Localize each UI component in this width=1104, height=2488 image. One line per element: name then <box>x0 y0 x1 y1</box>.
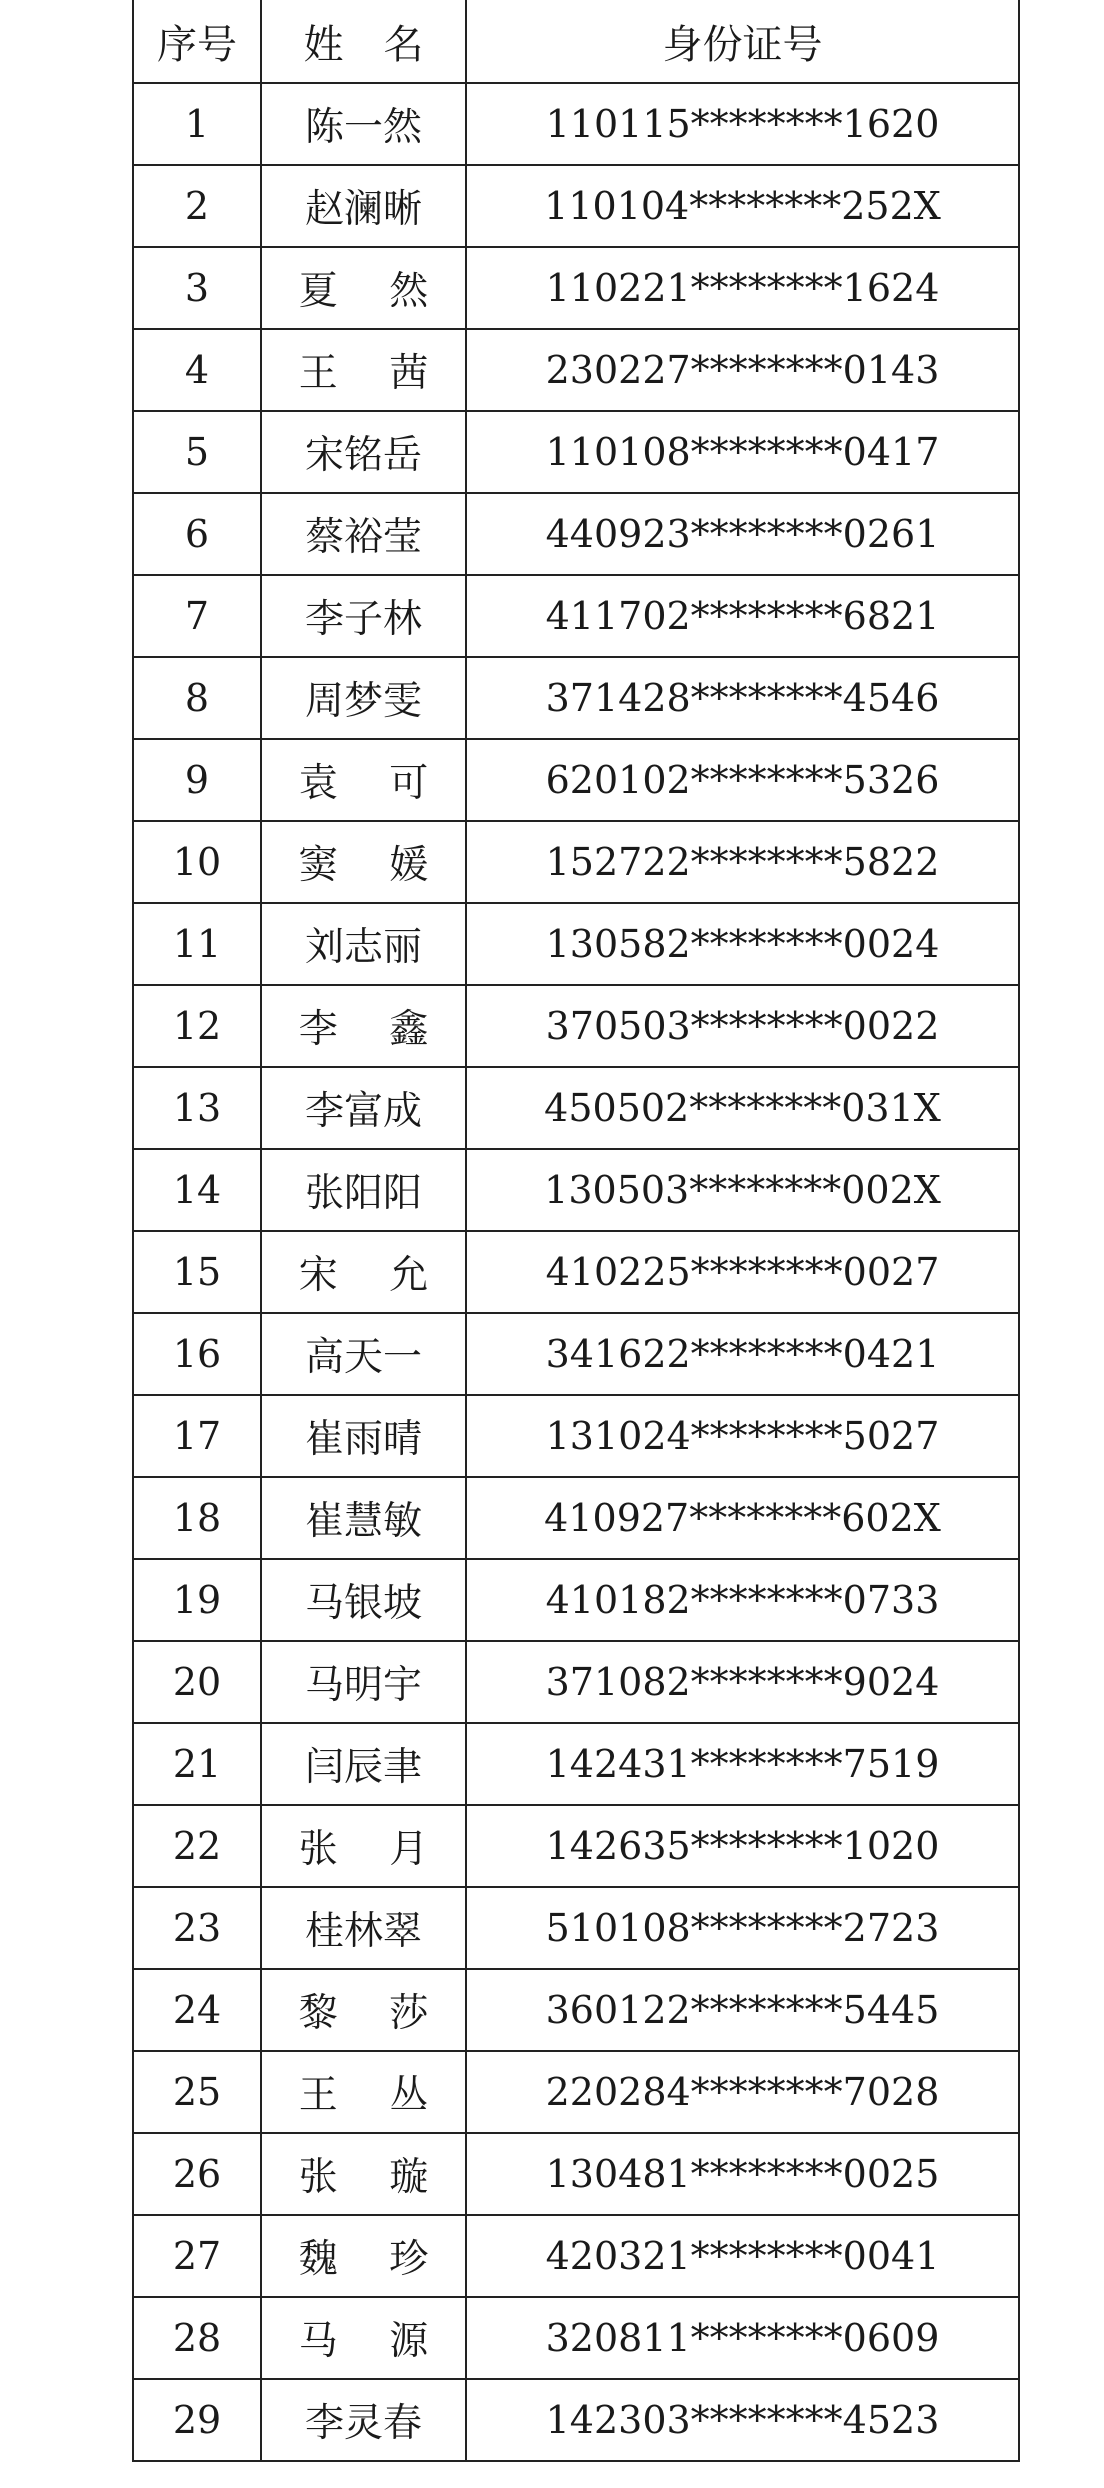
cell-name-container <box>261 1395 466 1477</box>
cell-serial-number: 18 <box>133 1477 261 1559</box>
cell-name: 宋铭岳 <box>304 433 422 478</box>
cell-name: 刘志丽 <box>304 925 422 970</box>
cell-serial-number: 26 <box>133 2133 261 2215</box>
table-row <box>133 2133 1019 2215</box>
table-row <box>133 247 1019 329</box>
cell-name: 袁 可 <box>298 761 429 806</box>
cell-id-number: 110115********1620 <box>466 83 1019 165</box>
table-header-row <box>133 0 1019 83</box>
cell-serial-number: 2 <box>133 165 261 247</box>
cell-name-container <box>261 1805 466 1887</box>
cell-serial-number: 3 <box>133 247 261 329</box>
cell-name: 夏 然 <box>298 269 429 314</box>
cell-serial-number: 29 <box>133 2379 261 2461</box>
table-row <box>133 2379 1019 2461</box>
cell-id-number: 131024********5027 <box>466 1395 1019 1477</box>
table-row <box>133 83 1019 165</box>
cell-name-container <box>261 83 466 165</box>
cell-name-container <box>261 2379 466 2461</box>
table-row <box>133 1723 1019 1805</box>
cell-id-number: 130582********0024 <box>466 903 1019 985</box>
table-row <box>133 1231 1019 1313</box>
cell-id-number: 371428********4546 <box>466 657 1019 739</box>
cell-id-number: 230227********0143 <box>466 329 1019 411</box>
table-row <box>133 739 1019 821</box>
cell-id-number: 410927********602X <box>466 1477 1019 1559</box>
table-row <box>133 985 1019 1067</box>
cell-name: 周梦雯 <box>304 679 422 724</box>
cell-id-number: 142303********4523 <box>466 2379 1019 2461</box>
cell-name-container <box>261 411 466 493</box>
cell-name-container <box>261 1149 466 1231</box>
cell-serial-number: 13 <box>133 1067 261 1149</box>
table-row <box>133 1313 1019 1395</box>
cell-id-number: 440923********0261 <box>466 493 1019 575</box>
cell-name: 李 鑫 <box>298 1007 429 1052</box>
cell-name-container <box>261 1559 466 1641</box>
cell-id-number: 420321********0041 <box>466 2215 1019 2297</box>
header-id-number: 身份证号 <box>466 0 1019 83</box>
cell-name-container <box>261 2133 466 2215</box>
table-row <box>133 821 1019 903</box>
cell-name: 李灵春 <box>304 2401 422 2446</box>
table-row <box>133 575 1019 657</box>
cell-name: 黎 莎 <box>298 1991 429 2036</box>
table-row <box>133 1641 1019 1723</box>
cell-name-container <box>261 165 466 247</box>
cell-id-number: 110221********1624 <box>466 247 1019 329</box>
cell-name-container <box>261 2215 466 2297</box>
cell-name-container <box>261 1887 466 1969</box>
header-name: 姓 名 <box>261 0 466 83</box>
table-row <box>133 493 1019 575</box>
cell-id-number: 110108********0417 <box>466 411 1019 493</box>
cell-serial-number: 22 <box>133 1805 261 1887</box>
cell-name: 窦 媛 <box>298 843 429 888</box>
cell-name: 张 璇 <box>298 2155 429 2200</box>
table-row <box>133 1969 1019 2051</box>
cell-id-number: 130481********0025 <box>466 2133 1019 2215</box>
cell-name-container <box>261 1969 466 2051</box>
cell-serial-number: 27 <box>133 2215 261 2297</box>
cell-id-number: 410182********0733 <box>466 1559 1019 1641</box>
cell-name-container <box>261 493 466 575</box>
cell-id-number: 370503********0022 <box>466 985 1019 1067</box>
table-row <box>133 1805 1019 1887</box>
cell-serial-number: 14 <box>133 1149 261 1231</box>
cell-name: 高天一 <box>304 1335 422 1380</box>
cell-name-container <box>261 1641 466 1723</box>
table-row <box>133 1395 1019 1477</box>
cell-id-number: 152722********5822 <box>466 821 1019 903</box>
cell-name: 闫辰聿 <box>304 1745 422 1790</box>
cell-name: 马明宇 <box>304 1663 422 1708</box>
cell-name-container <box>261 1723 466 1805</box>
cell-name: 张 月 <box>298 1827 429 1872</box>
cell-name: 王 茜 <box>298 351 429 396</box>
cell-id-number: 320811********0609 <box>466 2297 1019 2379</box>
cell-serial-number: 21 <box>133 1723 261 1805</box>
cell-serial-number: 12 <box>133 985 261 1067</box>
cell-name: 陈一然 <box>304 105 422 150</box>
cell-id-number: 450502********031X <box>466 1067 1019 1149</box>
cell-name: 张阳阳 <box>304 1171 422 1216</box>
cell-name: 桂林翠 <box>304 1909 422 1954</box>
cell-serial-number: 4 <box>133 329 261 411</box>
cell-serial-number: 11 <box>133 903 261 985</box>
cell-serial-number: 8 <box>133 657 261 739</box>
cell-name: 崔慧敏 <box>304 1499 422 1544</box>
table-row <box>133 2051 1019 2133</box>
cell-name: 马银坡 <box>304 1581 422 1626</box>
header-serial-number: 序号 <box>133 0 261 83</box>
cell-name: 王 丛 <box>298 2073 429 2118</box>
cell-name-container <box>261 985 466 1067</box>
cell-serial-number: 25 <box>133 2051 261 2133</box>
cell-name: 崔雨晴 <box>304 1417 422 1462</box>
table-row <box>133 2297 1019 2379</box>
cell-id-number: 620102********5326 <box>466 739 1019 821</box>
table-row <box>133 903 1019 985</box>
cell-serial-number: 6 <box>133 493 261 575</box>
cell-serial-number: 7 <box>133 575 261 657</box>
cell-name-container <box>261 657 466 739</box>
cell-name: 蔡裕莹 <box>304 515 422 560</box>
cell-name-container <box>261 1477 466 1559</box>
cell-serial-number: 19 <box>133 1559 261 1641</box>
cell-name-container <box>261 2051 466 2133</box>
table-row <box>133 1149 1019 1231</box>
table-row <box>133 329 1019 411</box>
table-row <box>133 1477 1019 1559</box>
cell-serial-number: 17 <box>133 1395 261 1477</box>
roster-table <box>132 0 1020 2462</box>
table-row <box>133 2215 1019 2297</box>
cell-id-number: 510108********2723 <box>466 1887 1019 1969</box>
cell-id-number: 130503********002X <box>466 1149 1019 1231</box>
cell-name-container <box>261 1231 466 1313</box>
cell-serial-number: 5 <box>133 411 261 493</box>
table-row <box>133 1067 1019 1149</box>
cell-name-container <box>261 2297 466 2379</box>
cell-id-number: 110104********252X <box>466 165 1019 247</box>
cell-serial-number: 1 <box>133 83 261 165</box>
cell-serial-number: 24 <box>133 1969 261 2051</box>
cell-serial-number: 16 <box>133 1313 261 1395</box>
cell-name-container <box>261 821 466 903</box>
table-row <box>133 165 1019 247</box>
cell-name: 宋 允 <box>298 1253 429 1298</box>
table-row <box>133 411 1019 493</box>
cell-serial-number: 10 <box>133 821 261 903</box>
cell-id-number: 411702********6821 <box>466 575 1019 657</box>
cell-name: 赵澜晰 <box>304 187 422 232</box>
cell-name-container <box>261 1313 466 1395</box>
table-row <box>133 1887 1019 1969</box>
table-row <box>133 1559 1019 1641</box>
cell-serial-number: 9 <box>133 739 261 821</box>
cell-serial-number: 20 <box>133 1641 261 1723</box>
cell-serial-number: 28 <box>133 2297 261 2379</box>
table-row <box>133 657 1019 739</box>
cell-name-container <box>261 575 466 657</box>
cell-serial-number: 15 <box>133 1231 261 1313</box>
cell-id-number: 142635********1020 <box>466 1805 1019 1887</box>
cell-name-container <box>261 329 466 411</box>
cell-name: 李子林 <box>304 597 422 642</box>
cell-id-number: 142431********7519 <box>466 1723 1019 1805</box>
cell-id-number: 410225********0027 <box>466 1231 1019 1313</box>
table-body <box>133 83 1019 2461</box>
cell-name: 李富成 <box>304 1089 422 1134</box>
cell-id-number: 371082********9024 <box>466 1641 1019 1723</box>
cell-id-number: 341622********0421 <box>466 1313 1019 1395</box>
cell-id-number: 360122********5445 <box>466 1969 1019 2051</box>
cell-name-container <box>261 247 466 329</box>
cell-name-container <box>261 739 466 821</box>
cell-name-container <box>261 1067 466 1149</box>
cell-name: 魏 珍 <box>298 2237 429 2282</box>
cell-name-container <box>261 903 466 985</box>
cell-serial-number: 23 <box>133 1887 261 1969</box>
cell-id-number: 220284********7028 <box>466 2051 1019 2133</box>
cell-name: 马 源 <box>298 2319 429 2364</box>
